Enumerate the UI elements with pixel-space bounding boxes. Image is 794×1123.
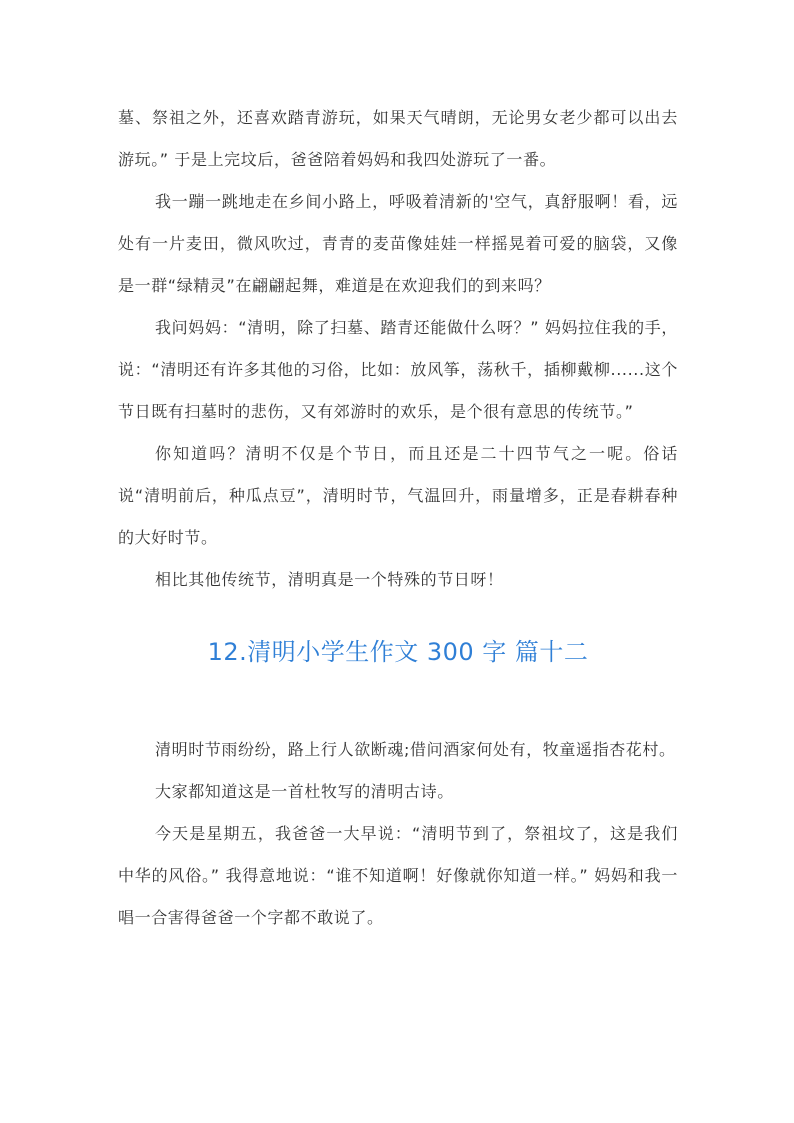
document-body (118, 97, 678, 939)
paragraph-continued: 墓、祭祖之外，还喜欢踏青游玩，如果天气晴朗，无论男女老少都可以出去游玩。” 于是上完坟后，爸爸陪着妈妈和我四处游玩了一番。 (118, 108, 678, 169)
paragraph-solar-term: 你知道吗？清明不仅是个节日，而且还是二十四节气之一呢。俗话说“清明前后，种瓜点豆”，清明时节，气温回升，雨量增多，正是春耕春种的大好时节。 (118, 444, 678, 547)
paragraph-friday: 今天是星期五，我爸爸一大早说：“清明节到了，祭祖坟了，这是我们中华的风俗。” 我得意地说：“谁不知道啊！好像就你知道一样。” 妈妈和我一唱一合害得爸爸一个字都不敢说了。 (118, 824, 678, 927)
paragraph-poem-note: 大家都知道这是一首杜牧写的清明古诗。 (155, 782, 454, 801)
paragraph-customs: 我问妈妈：“清明，除了扫墓、踏青还能做什么呀？” 妈妈拉住我的手，说：“清明还有许多其他的习俗，比如：放风筝，荡秋千，插柳戴柳......这个节日既有扫墓时的悲伤，又有郊游时的欢乐，是个很有意思的传统节。” (118, 318, 678, 421)
paragraph-walk: 我一蹦一跳地走在乡间小路上，呼吸着清新的'空气，真舒服啊！看，远处有一片麦田，微风吹过，青青的麦苗像娃娃一样摇晃着可爱的脑袋，又像是一群“绿精灵”在翩翩起舞，难道是在欢迎我们的到来吗？ (118, 192, 678, 295)
paragraph-poem: 清明时节雨纷纷，路上行人欲断魂;借问酒家何处有，牧童遥指杏花村。 (155, 740, 676, 759)
essay-heading: 12.清明小学生作文 300 字 篇十二 (207, 638, 589, 666)
paragraph-conclusion: 相比其他传统节，清明真是一个特殊的节日呀！ (155, 570, 504, 589)
